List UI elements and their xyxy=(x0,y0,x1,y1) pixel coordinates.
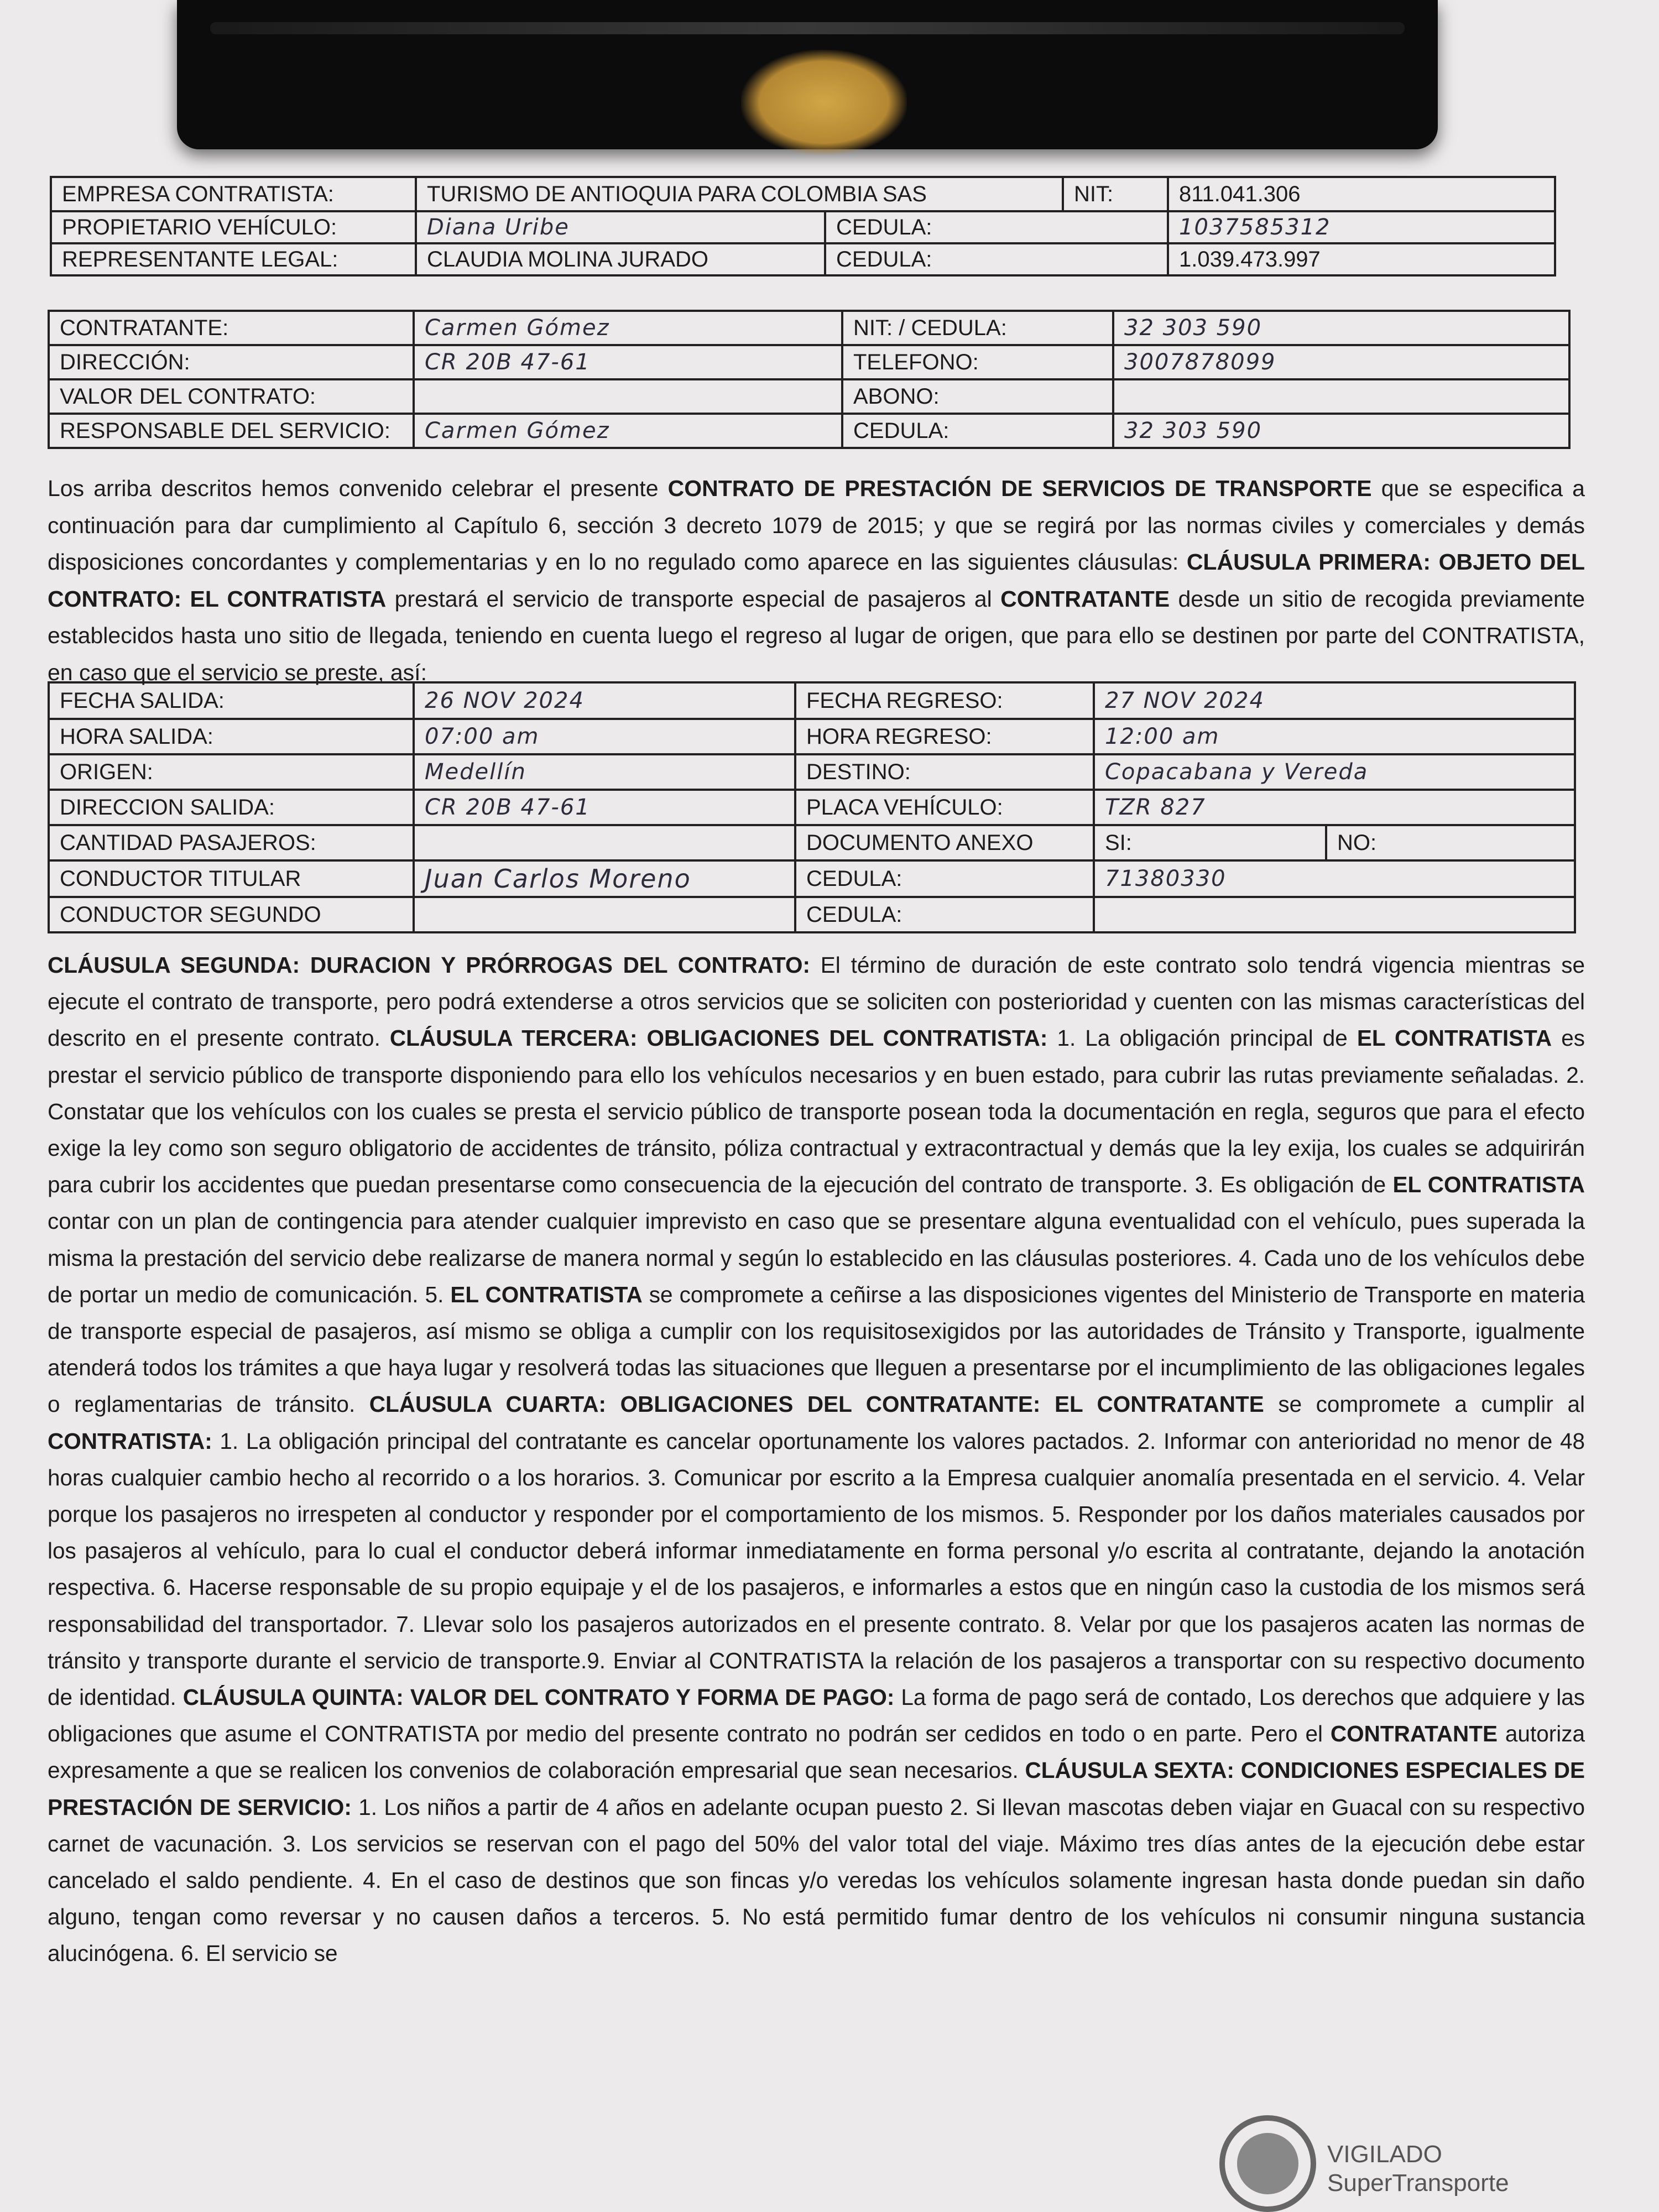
propietario-cedula-label: CEDULA: xyxy=(825,211,1168,243)
conductor-titular-value: Juan Carlos Moreno xyxy=(414,860,795,897)
conductor-segundo-cedula xyxy=(1094,897,1575,932)
seal-center-icon xyxy=(1237,2133,1298,2194)
valor-label: VALOR DEL CONTRATO: xyxy=(49,379,414,414)
empresa-label: EMPRESA CONTRATISTA: xyxy=(51,177,416,211)
hora-regreso-label: HORA REGRESO: xyxy=(795,719,1094,754)
representante-label: REPRESENTANTE LEGAL: xyxy=(51,243,416,275)
responsable-cedula-label: CEDULA: xyxy=(842,414,1113,448)
abono-value xyxy=(1113,379,1569,414)
propietario-label: PROPIETARIO VEHÍCULO: xyxy=(51,211,416,243)
nit-cedula-value: 32 303 590 xyxy=(1113,311,1569,345)
vigilado-label xyxy=(1327,2140,1509,2198)
clause-3-text-3: contar con un plan de contingencia para atender cualquier imprevisto en caso que se presentare alguna eventualidad con el vehículo, pues superada la misma la prestación del servicio debe realizarse de manera normal y según lo establecido en las cláusulas posteriores. 4. Cada uno de los vehículos debe de portar un medio de comunicación. 5. xyxy=(48,1208,1585,1307)
hora-salida-value: 07:00 am xyxy=(414,719,795,754)
clause-3-bold-2: EL CONTRATISTA xyxy=(1392,1172,1585,1198)
conductor-segundo-cedula-label: CEDULA: xyxy=(795,897,1094,932)
destino-label: DESTINO: xyxy=(795,754,1094,790)
intro-text-2: que se especifica a continuación para dar cumplimiento al Capítulo 6, sección 3 decreto 1079 de 2015; y que se regirá por las normas civiles y comerciales y demás disposiciones concordantes y complementarias y en lo no regulado como aparece en las siguientes cláusulas: xyxy=(48,476,1585,575)
telefono-label: TELEFONO: xyxy=(842,345,1113,379)
clip-shine xyxy=(210,22,1405,34)
placa-value: TZR 827 xyxy=(1094,790,1575,825)
propietario-value: Diana Uribe xyxy=(416,211,825,243)
hora-regreso-value: 12:00 am xyxy=(1094,719,1575,754)
clause-3-text-1: 1. La obligación principal de xyxy=(1047,1025,1357,1051)
hora-salida-label: HORA SALIDA: xyxy=(49,719,414,754)
representante-cedula: 1.039.473.997 xyxy=(1168,243,1555,275)
responsable-label: RESPONSABLE DEL SERVICIO: xyxy=(49,414,414,448)
clause-4-text-2: 1. La obligación principal del contratante es cancelar oportunamente los valores pactados. 2. Informar con anterioridad no menor de 48 horas cualquier cambio hecho al recorrido o a los horarios. 3. Comunicar por escrito a la Empresa cualquier anomalía presentada en el servicio. 4. Velar porque los pasajeros no irrespeten al conductor y responder por el comportamiento de los mismos. 5. Responder por los daños materiales causados por los pasajeros al vehículo, para lo cual el conductor deberá informar inmediatamente en forma personal y/o escrita al contratante, dejando la anotación respectiva. 6. Hacerse responsable de su propio equipaje y el de los pasajeros, e informarles a estos que en ningún caso la custodia de los mismos será responsabilidad del transportador. 7. Llevar solo los pasajeros autorizados en el presente contrato. 8. Velar por que los pasajeros acaten las normas de tránsito y transporte durante el servicio de transporte.9. Enviar al CONTRATISTA la relación de los pasajeros a transportar con su respectivo documento de identidad. xyxy=(48,1428,1585,1710)
clause-4-bold-1: CONTRATISTA: xyxy=(48,1428,212,1454)
fecha-salida-value: 26 NOV 2024 xyxy=(414,682,795,719)
nit-label: NIT: xyxy=(1063,177,1168,211)
clause-3-title: CLÁUSULA TERCERA: OBLIGACIONES DEL CONTRATISTA: xyxy=(389,1025,1048,1051)
supertransporte-seal-icon xyxy=(1219,2115,1316,2212)
no-label: NO: xyxy=(1326,825,1575,860)
clause-6-title: CLÁUSULA SEXTA: CONDICIONES ESPECIALES DE PRESTACIÓN DE SERVICIO: xyxy=(48,1757,1585,1820)
cantidad-value xyxy=(414,825,795,860)
clause-4-title: CLÁUSULA CUARTA: OBLIGACIONES DEL CONTRATANTE: EL CONTRATANTE xyxy=(369,1391,1264,1417)
destino-value: Copacabana y Vereda xyxy=(1094,754,1575,790)
clause-5-bold-1: CONTRATANTE xyxy=(1330,1721,1498,1747)
fecha-salida-label: FECHA SALIDA: xyxy=(49,682,414,719)
clause-3-bold-3: EL CONTRATISTA xyxy=(450,1281,643,1307)
conductor-titular-label: CONDUCTOR TITULAR xyxy=(49,860,414,897)
clauses-body xyxy=(48,947,1585,1972)
intro-contratante: CONTRATANTE xyxy=(1000,586,1170,612)
intro-text-4: desde un sitio de recogida previamente establecidos hasta uno sitio de llegada, teniendo en cuenta luego el regreso al lugar de origen, que para ello se destinen por parte del CONTRATISTA, en caso que el servicio se preste, así: xyxy=(48,586,1585,685)
direccion-value: CR 20B 47-61 xyxy=(414,345,842,379)
conductor-titular-cedula: 71380330 xyxy=(1094,860,1575,897)
intro-contract-title: CONTRATO DE PRESTACIÓN DE SERVICIOS DE TRANSPORTE xyxy=(667,476,1372,501)
representante-value: CLAUDIA MOLINA JURADO xyxy=(416,243,825,275)
valor-value xyxy=(414,379,842,414)
direccion-label: DIRECCIÓN: xyxy=(49,345,414,379)
vigilado-text: VIGILADO xyxy=(1327,2141,1442,2168)
conductor-segundo-label: CONDUCTOR SEGUNDO xyxy=(49,897,414,932)
origen-value: Medellín xyxy=(414,754,795,790)
telefono-value: 3007878099 xyxy=(1113,345,1569,379)
si-label: SI: xyxy=(1094,825,1326,860)
fecha-regreso-label: FECHA REGRESO: xyxy=(795,682,1094,719)
origen-label: ORIGEN: xyxy=(49,754,414,790)
clause-3-text-2: es prestar el servicio público de transporte disponiendo para ello los vehículos necesarios y en buen estado, para cubrir las rutas previamente señaladas. 2. Constatar que los vehículos con los cuales se presta el servicio público de transporte posean toda la documentación en regla, seguros que para el efecto exige la ley como son seguro obligatorio de accidentes de tránsito, póliza contractual y extracontractual y demás que la ley exija, los cuales se adquirirán para cubrir los accidentes que puedan presentarse como consecuencia de la ejecución del contrato de transporte. 3. Es obligación de xyxy=(48,1025,1585,1198)
propietario-cedula: 1037585312 xyxy=(1168,211,1555,243)
contratante-label: CONTRATANTE: xyxy=(49,311,414,345)
clause-6-text: 1. Los niños a partir de 4 años en adelante ocupan puesto 2. Si llevan mascotas deben viajar en Guacal con su respectivo carnet de vacunación. 3. Los servicios se reservan con el pago del 50% del valor total del viaje. Máximo tres días antes de la ejecución debe estar cancelado el saldo pendiente. 4. En el caso de destinos que son fincas y/o veredas los vehículos solamente ingresan hasta donde puedan sin daño alguno, tengan como reversar y no causen daños a terceros. 5. No está permitido fumar dentro de los vehículos ni consumir ninguna sustancia alucinógena. 6. El servicio se xyxy=(48,1794,1585,1966)
contratante-value: Carmen Gómez xyxy=(414,311,842,345)
placa-label: PLACA VEHÍCULO: xyxy=(795,790,1094,825)
direccion-salida-value: CR 20B 47-61 xyxy=(414,790,795,825)
contratante-table xyxy=(48,310,1571,449)
clause-1-title: CLÁUSULA PRIMERA: OBJETO DEL CONTRATO: EL CONTRATISTA xyxy=(48,549,1585,612)
empresa-value: TURISMO DE ANTIOQUIA PARA COLOMBIA SAS xyxy=(416,177,1063,211)
clause-2-text: El término de duración de este contrato solo tendrá vigencia mientras se ejecute el contrato de transporte, pero podrá extenderse a otros servicios que se soliciten con posterioridad y cuenten con las mismas características del descrito en el presente contrato. xyxy=(48,952,1585,1051)
clause-5-title: CLÁUSULA QUINTA: VALOR DEL CONTRATO Y FORMA DE PAGO: xyxy=(182,1684,895,1710)
clause-5-text-1: La forma de pago será de contado, Los derechos que adquiere y las obligaciones que asume el CONTRATISTA por medio del presente contrato no podrán ser cedidos en todo o en parte. Pero el xyxy=(48,1684,1585,1747)
company-table xyxy=(50,176,1556,276)
nit-cedula-label: NIT: / CEDULA: xyxy=(842,311,1113,345)
responsable-cedula: 32 303 590 xyxy=(1113,414,1569,448)
nit-value: 811.041.306 xyxy=(1168,177,1555,211)
direccion-salida-label: DIRECCION SALIDA: xyxy=(49,790,414,825)
conductor-segundo-value xyxy=(414,897,795,932)
clause-5-text-2: autoriza expresamente a que se realicen los convenios de colaboración empresarial que sean necesarios. xyxy=(48,1721,1585,1783)
intro-text-1: Los arriba descritos hemos convenido celebrar el presente xyxy=(48,476,668,501)
supertransporte-text: SuperTransporte xyxy=(1327,2169,1509,2197)
conductor-titular-cedula-label: CEDULA: xyxy=(795,860,1094,897)
fecha-regreso-value: 27 NOV 2024 xyxy=(1094,682,1575,719)
abono-label: ABONO: xyxy=(842,379,1113,414)
trip-table xyxy=(48,681,1576,933)
intro-paragraph xyxy=(48,470,1585,691)
clause-4-text-1: se compromete a cumplir al xyxy=(1264,1391,1585,1417)
clipboard-clip xyxy=(177,0,1438,149)
intro-text-3: prestará el servicio de transporte especial de pasajeros al xyxy=(386,586,1001,612)
cantidad-label: CANTIDAD PASAJEROS: xyxy=(49,825,414,860)
clause-3-text-4: se compromete a ceñirse a las disposiciones vigentes del Ministerio de Transporte en materia de transporte especial de pasajeros, así mismo se obliga a cumplir con los requisitosexigidos por las autoridades de Tránsito y Transporte, igualmente atenderá todos los trámites a que haya lugar y resolverá todas las situaciones que lleguen a presentarse por el incumplimiento de las obligaciones legales o reglamentarias de tránsito. xyxy=(48,1281,1585,1417)
representante-cedula-label: CEDULA: xyxy=(825,243,1168,275)
clause-2-title: CLÁUSULA SEGUNDA: DURACION Y PRÓRROGAS DEL CONTRATO: xyxy=(48,952,810,978)
responsable-value: Carmen Gómez xyxy=(414,414,842,448)
clause-3-bold-1: EL CONTRATISTA xyxy=(1357,1025,1552,1051)
clip-sticker xyxy=(741,50,907,155)
documento-label: DOCUMENTO ANEXO xyxy=(795,825,1094,860)
